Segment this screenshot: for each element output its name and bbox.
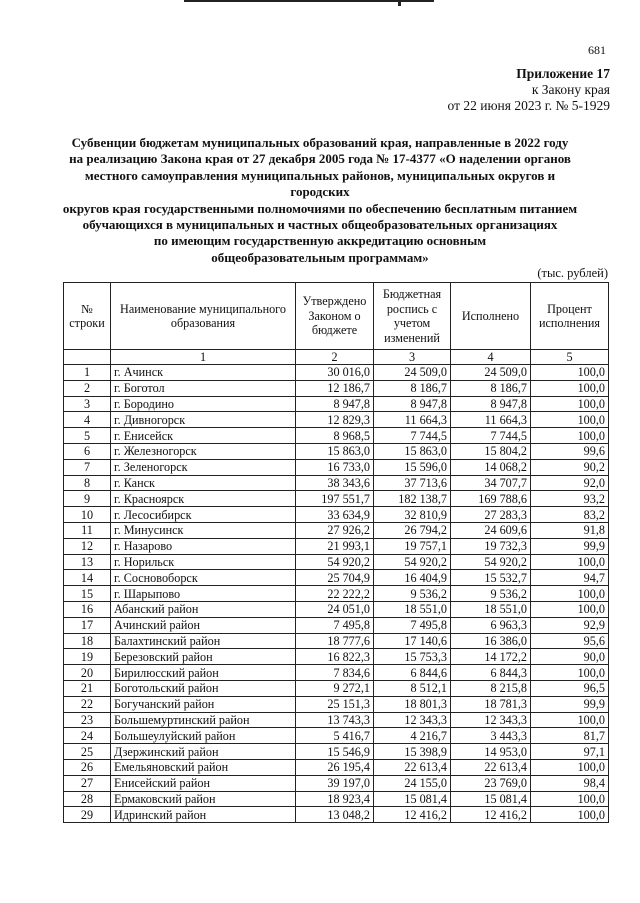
appendix-law-reference: к Закону края	[531, 82, 610, 97]
approved-cell: 24 051,0	[296, 601, 374, 617]
approved-cell: 12 186,7	[296, 380, 374, 396]
row-number-cell: 27	[64, 775, 111, 791]
executed-cell: 24 509,0	[451, 365, 531, 381]
municipality-name-cell: Ермаковский район	[111, 791, 296, 807]
executed-cell: 18 551,0	[451, 601, 531, 617]
table-row	[64, 791, 609, 807]
executed-cell: 14 172,2	[451, 649, 531, 665]
executed-cell: 6 963,3	[451, 617, 531, 633]
executed-cell: 24 609,6	[451, 522, 531, 538]
budget-schedule-cell: 12 416,2	[374, 807, 451, 823]
budget-schedule-cell: 19 757,1	[374, 538, 451, 554]
approved-cell: 18 777,6	[296, 633, 374, 649]
budget-schedule-cell: 182 138,7	[374, 491, 451, 507]
row-number-cell: 17	[64, 617, 111, 633]
row-number-cell: 20	[64, 665, 111, 681]
execution-percent-cell: 97,1	[531, 744, 609, 760]
executed-cell: 15 804,2	[451, 443, 531, 459]
execution-percent-cell: 100,0	[531, 380, 609, 396]
row-number-cell: 8	[64, 475, 111, 491]
column-index: 3	[374, 350, 451, 365]
row-number-cell: 7	[64, 459, 111, 475]
table-row	[64, 712, 609, 728]
approved-cell: 27 926,2	[296, 522, 374, 538]
row-number-cell: 15	[64, 586, 111, 602]
title-line: Субвенции бюджетам муниципальных образований края, направленные в 2022 году	[71, 135, 569, 150]
execution-percent-cell: 100,0	[531, 791, 609, 807]
column-index: 5	[531, 350, 609, 365]
table-row	[64, 759, 609, 775]
budget-schedule-cell: 8 512,1	[374, 680, 451, 696]
execution-percent-cell: 96,5	[531, 680, 609, 696]
header-executed: Исполнено	[451, 283, 531, 350]
executed-cell: 15 532,7	[451, 570, 531, 586]
municipality-name-cell: г. Енисейск	[111, 428, 296, 444]
budget-schedule-cell: 37 713,6	[374, 475, 451, 491]
row-number-cell: 10	[64, 507, 111, 523]
header-approved: Утверждено Законом о бюджете	[296, 283, 374, 350]
approved-cell: 15 546,9	[296, 744, 374, 760]
budget-schedule-cell: 7 495,8	[374, 617, 451, 633]
execution-percent-cell: 100,0	[531, 807, 609, 823]
budget-schedule-cell: 8 186,7	[374, 380, 451, 396]
municipality-name-cell: Емельяновский район	[111, 759, 296, 775]
approved-cell: 33 634,9	[296, 507, 374, 523]
executed-cell: 23 769,0	[451, 775, 531, 791]
execution-percent-cell: 83,2	[531, 507, 609, 523]
appendix-law-date: от 22 июня 2023 г. № 5-1929	[447, 98, 610, 113]
table-row	[64, 396, 609, 412]
budget-schedule-cell: 17 140,6	[374, 633, 451, 649]
title-line: на реализацию Закона края от 27 декабря 2005 года № 17-4377 «О наделении органов	[69, 151, 571, 167]
approved-cell: 25 704,9	[296, 570, 374, 586]
table-row	[64, 554, 609, 570]
execution-percent-cell: 100,0	[531, 665, 609, 681]
table-row	[64, 475, 609, 491]
row-number-cell: 16	[64, 601, 111, 617]
header-row-number: № строки	[64, 283, 111, 350]
budget-schedule-cell: 18 801,3	[374, 696, 451, 712]
table-row	[64, 586, 609, 602]
executed-cell: 34 707,7	[451, 475, 531, 491]
executed-cell: 16 386,0	[451, 633, 531, 649]
budget-schedule-cell: 15 863,0	[374, 443, 451, 459]
table-row	[64, 412, 609, 428]
approved-cell: 54 920,2	[296, 554, 374, 570]
executed-cell: 8 215,8	[451, 680, 531, 696]
row-number-cell: 18	[64, 633, 111, 649]
row-number-cell: 3	[64, 396, 111, 412]
title-line: общеобразовательным программам»	[211, 249, 429, 265]
municipality-name-cell: Енисейский район	[111, 775, 296, 791]
execution-percent-cell: 95,6	[531, 633, 609, 649]
appendix-title: Приложение 17	[516, 66, 610, 81]
executed-cell: 14 068,2	[451, 459, 531, 475]
execution-percent-cell: 100,0	[531, 365, 609, 381]
table-row	[64, 807, 609, 823]
municipality-name-cell: Большеулуйский район	[111, 728, 296, 744]
budget-schedule-cell: 6 844,6	[374, 665, 451, 681]
column-index-empty	[64, 350, 111, 365]
budget-schedule-cell: 54 920,2	[374, 554, 451, 570]
municipality-name-cell: г. Сосновоборск	[111, 570, 296, 586]
budget-schedule-cell: 15 398,9	[374, 744, 451, 760]
budget-schedule-cell: 24 155,0	[374, 775, 451, 791]
column-index: 1	[111, 350, 296, 365]
column-index: 4	[451, 350, 531, 365]
execution-percent-cell: 100,0	[531, 601, 609, 617]
execution-percent-cell: 90,0	[531, 649, 609, 665]
top-border-mark	[398, 0, 401, 6]
units-label: (тыс. рублей)	[537, 266, 608, 280]
execution-percent-cell: 100,0	[531, 759, 609, 775]
table-row	[64, 680, 609, 696]
table-row	[64, 728, 609, 744]
row-number-cell: 2	[64, 380, 111, 396]
municipality-name-cell: г. Красноярск	[111, 491, 296, 507]
document-title	[60, 135, 580, 266]
municipality-name-cell: г. Минусинск	[111, 522, 296, 538]
table-row	[64, 538, 609, 554]
approved-cell: 9 272,1	[296, 680, 374, 696]
executed-cell: 6 844,3	[451, 665, 531, 681]
approved-cell: 16 733,0	[296, 459, 374, 475]
approved-cell: 18 923,4	[296, 791, 374, 807]
approved-cell: 30 016,0	[296, 365, 374, 381]
approved-cell: 26 195,4	[296, 759, 374, 775]
table-body	[64, 365, 609, 823]
column-index-row	[64, 350, 609, 365]
row-number-cell: 14	[64, 570, 111, 586]
municipality-name-cell: Идринский район	[111, 807, 296, 823]
executed-cell: 3 443,3	[451, 728, 531, 744]
row-number-cell: 13	[64, 554, 111, 570]
executed-cell: 7 744,5	[451, 428, 531, 444]
approved-cell: 197 551,7	[296, 491, 374, 507]
execution-percent-cell: 94,7	[531, 570, 609, 586]
executed-cell: 27 283,3	[451, 507, 531, 523]
municipality-name-cell: г. Дивногорск	[111, 412, 296, 428]
budget-schedule-cell: 15 596,0	[374, 459, 451, 475]
municipality-name-cell: Дзержинский район	[111, 744, 296, 760]
approved-cell: 21 993,1	[296, 538, 374, 554]
table-row	[64, 428, 609, 444]
municipality-name-cell: г. Лесосибирск	[111, 507, 296, 523]
row-number-cell: 24	[64, 728, 111, 744]
budget-schedule-cell: 15 753,3	[374, 649, 451, 665]
appendix-block	[448, 66, 610, 114]
table-row	[64, 570, 609, 586]
execution-percent-cell: 100,0	[531, 412, 609, 428]
top-border-line	[184, 0, 434, 2]
row-number-cell: 11	[64, 522, 111, 538]
row-number-cell: 21	[64, 680, 111, 696]
approved-cell: 5 416,7	[296, 728, 374, 744]
budget-schedule-cell: 4 216,7	[374, 728, 451, 744]
approved-cell: 38 343,6	[296, 475, 374, 491]
table-row	[64, 601, 609, 617]
budget-schedule-cell: 18 551,0	[374, 601, 451, 617]
page-number: 681	[588, 43, 606, 57]
approved-cell: 13 048,2	[296, 807, 374, 823]
executed-cell: 15 081,4	[451, 791, 531, 807]
approved-cell: 22 222,2	[296, 586, 374, 602]
municipality-name-cell: Балахтинский район	[111, 633, 296, 649]
approved-cell: 7 495,8	[296, 617, 374, 633]
row-number-cell: 9	[64, 491, 111, 507]
budget-schedule-cell: 32 810,9	[374, 507, 451, 523]
approved-cell: 25 151,3	[296, 696, 374, 712]
municipality-name-cell: г. Бородино	[111, 396, 296, 412]
execution-percent-cell: 92,9	[531, 617, 609, 633]
table-row	[64, 617, 609, 633]
execution-percent-cell: 92,0	[531, 475, 609, 491]
budget-schedule-cell: 7 744,5	[374, 428, 451, 444]
header-municipality-name: Наименование муниципального образования	[111, 283, 296, 350]
municipality-name-cell: г. Ачинск	[111, 365, 296, 381]
table-row	[64, 507, 609, 523]
table-row	[64, 633, 609, 649]
table-row	[64, 459, 609, 475]
row-number-cell: 5	[64, 428, 111, 444]
executed-cell: 12 416,2	[451, 807, 531, 823]
row-number-cell: 23	[64, 712, 111, 728]
row-number-cell: 19	[64, 649, 111, 665]
municipality-name-cell: г. Норильск	[111, 554, 296, 570]
table-row	[64, 649, 609, 665]
budget-schedule-cell: 11 664,3	[374, 412, 451, 428]
execution-percent-cell: 90,2	[531, 459, 609, 475]
execution-percent-cell: 100,0	[531, 554, 609, 570]
municipality-name-cell: Боготольский район	[111, 680, 296, 696]
row-number-cell: 12	[64, 538, 111, 554]
table-row	[64, 696, 609, 712]
execution-percent-cell: 98,4	[531, 775, 609, 791]
executed-cell: 11 664,3	[451, 412, 531, 428]
executed-cell: 12 343,3	[451, 712, 531, 728]
title-line: округов края государственными полномочиями по обеспечению бесплатным питанием	[62, 200, 578, 216]
executed-cell: 8 947,8	[451, 396, 531, 412]
row-number-cell: 25	[64, 744, 111, 760]
execution-percent-cell: 100,0	[531, 428, 609, 444]
municipality-name-cell: г. Зеленогорск	[111, 459, 296, 475]
table-row	[64, 380, 609, 396]
approved-cell: 8 968,5	[296, 428, 374, 444]
table-row	[64, 522, 609, 538]
approved-cell: 13 743,3	[296, 712, 374, 728]
municipality-name-cell: Большемуртинский район	[111, 712, 296, 728]
table-row	[64, 443, 609, 459]
municipality-name-cell: г. Боготол	[111, 380, 296, 396]
executed-cell: 54 920,2	[451, 554, 531, 570]
table-header-row	[64, 283, 609, 350]
execution-percent-cell: 99,9	[531, 696, 609, 712]
execution-percent-cell: 81,7	[531, 728, 609, 744]
municipality-name-cell: Абанский район	[111, 601, 296, 617]
municipality-name-cell: Березовский район	[111, 649, 296, 665]
table-row	[64, 665, 609, 681]
municipality-name-cell: Ачинский район	[111, 617, 296, 633]
municipality-name-cell: Бирилюсский район	[111, 665, 296, 681]
budget-schedule-cell: 8 947,8	[374, 396, 451, 412]
approved-cell: 12 829,3	[296, 412, 374, 428]
subventions-table	[63, 282, 609, 823]
municipality-name-cell: Богучанский район	[111, 696, 296, 712]
budget-schedule-cell: 12 343,3	[374, 712, 451, 728]
title-line: по имеющим государственную аккредитацию основным	[153, 233, 487, 249]
column-index: 2	[296, 350, 374, 365]
executed-cell: 9 536,2	[451, 586, 531, 602]
table-row	[64, 744, 609, 760]
executed-cell: 8 186,7	[451, 380, 531, 396]
row-number-cell: 6	[64, 443, 111, 459]
municipality-name-cell: г. Шарыпово	[111, 586, 296, 602]
executed-cell: 169 788,6	[451, 491, 531, 507]
approved-cell: 7 834,6	[296, 665, 374, 681]
approved-cell: 15 863,0	[296, 443, 374, 459]
table-row	[64, 775, 609, 791]
approved-cell: 16 822,3	[296, 649, 374, 665]
execution-percent-cell: 100,0	[531, 712, 609, 728]
table-row	[64, 491, 609, 507]
approved-cell: 39 197,0	[296, 775, 374, 791]
budget-schedule-cell: 26 794,2	[374, 522, 451, 538]
row-number-cell: 22	[64, 696, 111, 712]
municipality-name-cell: г. Канск	[111, 475, 296, 491]
executed-cell: 18 781,3	[451, 696, 531, 712]
municipality-name-cell: г. Назарово	[111, 538, 296, 554]
execution-percent-cell: 99,6	[531, 443, 609, 459]
execution-percent-cell: 100,0	[531, 396, 609, 412]
approved-cell: 8 947,8	[296, 396, 374, 412]
row-number-cell: 4	[64, 412, 111, 428]
budget-schedule-cell: 16 404,9	[374, 570, 451, 586]
budget-schedule-cell: 22 613,4	[374, 759, 451, 775]
row-number-cell: 26	[64, 759, 111, 775]
executed-cell: 14 953,0	[451, 744, 531, 760]
budget-schedule-cell: 24 509,0	[374, 365, 451, 381]
execution-percent-cell: 99,9	[531, 538, 609, 554]
row-number-cell: 1	[64, 365, 111, 381]
municipality-name-cell: г. Железногорск	[111, 443, 296, 459]
executed-cell: 22 613,4	[451, 759, 531, 775]
header-execution-percent: Процент исполнения	[531, 283, 609, 350]
execution-percent-cell: 100,0	[531, 586, 609, 602]
execution-percent-cell: 93,2	[531, 491, 609, 507]
title-line: местного самоуправления муниципальных районов, муниципальных округов и городских	[84, 167, 556, 200]
budget-schedule-cell: 9 536,2	[374, 586, 451, 602]
row-number-cell: 29	[64, 807, 111, 823]
budget-schedule-cell: 15 081,4	[374, 791, 451, 807]
table-row	[64, 365, 609, 381]
title-line: обучающихся в муниципальных и частных общеобразовательных организациях	[82, 217, 558, 233]
header-budget-schedule: Бюджетная роспись с учетом изменений	[374, 283, 451, 350]
row-number-cell: 28	[64, 791, 111, 807]
execution-percent-cell: 91,8	[531, 522, 609, 538]
executed-cell: 19 732,3	[451, 538, 531, 554]
